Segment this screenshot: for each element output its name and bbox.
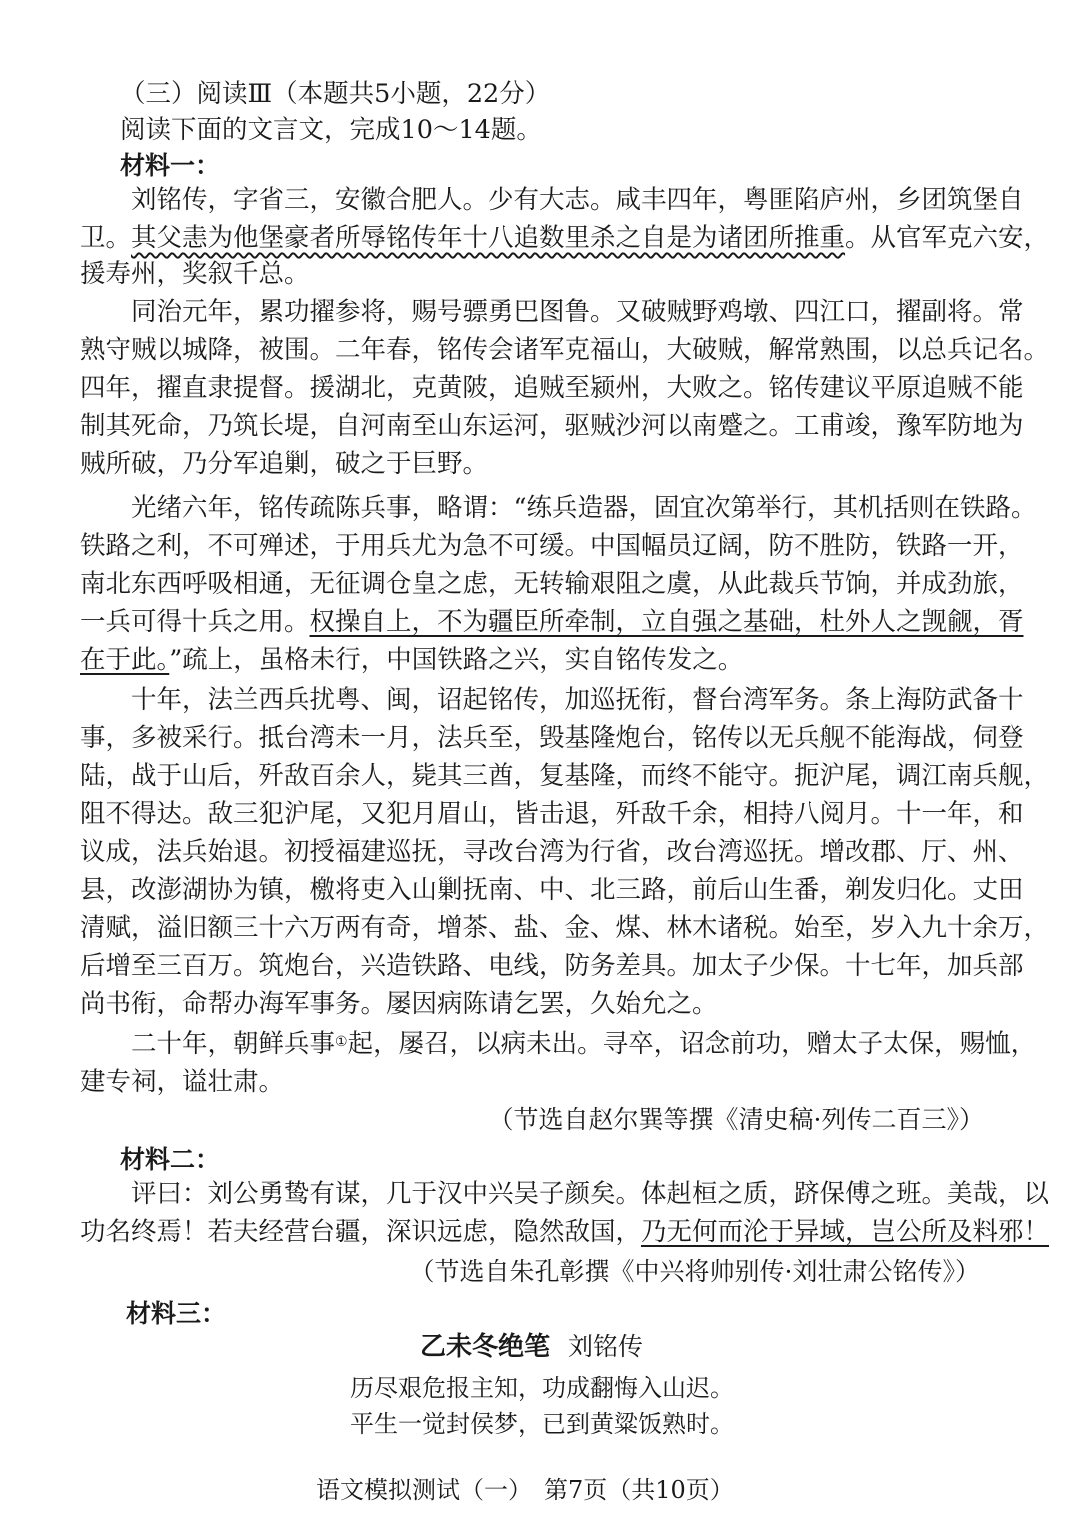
material1-line: 四年，擢直隶提督。援湖北，克黄陂，追贼至颍州，大败之。铭传建议平原追贼不能	[80, 373, 1024, 403]
material1-line: 贼所破，乃分军追剿，破之于巨野。	[80, 449, 489, 479]
material1-line: 尚书衔，命帮办海军事务。屡因病陈请乞罢，久始允之。	[80, 989, 718, 1019]
material1-label: 材料一：	[120, 151, 221, 180]
material1-line: 一兵可得十兵之用。权操自上，不为疆臣所牵制，立自强之基础，杜外人之觊觎，胥	[80, 607, 1024, 637]
material1-line: 同治元年，累功擢参将，赐号骠勇巴图鲁。又破贼野鸡墩、四江口，擢副将。常	[80, 297, 1024, 327]
underlined-sentence: 权操自上，不为疆臣所牵制，立自强之基础，杜外人之觊觎，胥	[309, 607, 1024, 637]
material1-line: 刘铭传，字省三，安徽合肥人。少有大志。咸丰四年，粤匪陷庐州，乡团筑堡自	[80, 185, 1024, 215]
material1-line: 制其死命，乃筑长堤，自河南至山东运河，驱贼沙河以南蹙之。工甫竣，豫军防地为	[80, 411, 1024, 441]
material1-line: 南北东西呼吸相通，无征调仓皇之虑，无转输艰阻之虞，从此裁兵节饷，并成劲旅，	[80, 569, 1024, 599]
material1-line: 后增至三百万。筑炮台，兴造铁路、电线，防务差具。加太子少保。十七年，加兵部	[80, 951, 1024, 981]
material1-line: 铁路之利，不可殚述，于用兵尤为急不可缓。中国幅员辽阔，防不胜防，铁路一开，	[80, 531, 1024, 561]
material1-line: 援寿州，奖叙千总。	[80, 259, 310, 289]
page-footer: 语文模拟测试（一） 第7页（共10页）	[316, 1476, 734, 1504]
material1-line: 在于此。”疏上，虽格未行，中国铁路之兴，实自铭传发之。	[80, 645, 744, 675]
material3-label: 材料三：	[126, 1299, 227, 1328]
poem-line: 平生一觉封侯梦，已到黄粱饭熟时。	[350, 1410, 734, 1438]
instruction: 阅读下面的文言文，完成10～14题。	[120, 115, 542, 145]
material1-line: 熟守贼以城降，被围。二年春，铭传会诸军克福山，大破贼，解常熟围，以总兵记名。	[80, 335, 1050, 365]
material2-source: （节选自朱孔彰撰《中兴将帅别传·刘壮肃公铭传》）	[409, 1257, 980, 1286]
underlined-sentence-end: 在于此。	[80, 645, 170, 675]
poem-title: 乙未冬绝笔	[420, 1332, 551, 1362]
material2-line: 评曰：刘公勇鸷有谋，几于汉中兴吴子颜矣。体赳桓之质，跻保傅之班。美哉，以	[80, 1179, 1050, 1209]
poem-line: 历尽艰危报主知，功成翻悔入山迟。	[350, 1374, 734, 1402]
material1-line: 光绪六年，铭传疏陈兵事，略谓：“练兵造器，固宜次第举行，其机括则在铁路。	[80, 493, 1037, 523]
material1-line: 清赋，溢旧额三十六万两有奇，增茶、盐、金、煤、林木诸税。始至，岁入九十余万，	[80, 913, 1050, 943]
material1-line: 县，改澎湖协为镇，檄将吏入山剿抚南、中、北三路，前后山生番，剃发归化。丈田	[80, 875, 1024, 905]
material1-line: 议成，法兵始退。初授福建巡抚，寻改台湾为行省，改台湾巡抚。增改郡、厅、州、	[80, 837, 1024, 867]
poem-author: 刘铭传	[568, 1332, 644, 1361]
section-header: （三）阅读Ⅲ（本题共5小题，22分）	[120, 79, 551, 109]
material2-line: 功名终焉！若夫经营台疆，深识远虑，隐然敌国，乃无何而沦于异域，岂公所及料邪！	[80, 1217, 1050, 1247]
material1-line: 事，多被采行。抵台湾未一月，法兵至，毁基隆炮台，铭传以无兵舰不能海战，伺登	[80, 723, 1024, 753]
material2-label: 材料二：	[120, 1145, 221, 1174]
underlined-sentence: 乃无何而沦于异域，岂公所及料邪！	[641, 1217, 1050, 1247]
material1-line: 建专祠，谥壮肃。	[80, 1067, 285, 1097]
wavy-underlined-sentence: 其父恚为他堡豪者所辱铭传年十八追数里杀之自是为诸团所推重	[131, 223, 846, 253]
material1-line: 阻不得达。敌三犯沪尾，又犯月眉山，皆击退，歼敌千余，相持八阅月。十一年，和	[80, 799, 1024, 829]
footnote-marker: ①	[335, 1034, 348, 1050]
material1-source: （节选自赵尔巽等撰《清史稿·列传二百三》）	[488, 1105, 984, 1134]
material1-line: 陆，战于山后，歼敌百余人，毙其三酋，复基隆，而终不能守。扼沪尾，调江南兵舰，	[80, 761, 1050, 791]
material1-line: 二十年，朝鲜兵事①起，屡召，以病未出。寻卒，诏念前功，赠太子太保，赐恤，	[80, 1029, 1037, 1059]
material1-line: 卫。其父恚为他堡豪者所辱铭传年十八追数里杀之自是为诸团所推重。从官军克六安，	[80, 223, 1050, 253]
poem-heading	[420, 1326, 643, 1363]
material1-line: 十年，法兰西兵扰粤、闽，诏起铭传，加巡抚衔，督台湾军务。条上海防武备十	[80, 685, 1024, 715]
